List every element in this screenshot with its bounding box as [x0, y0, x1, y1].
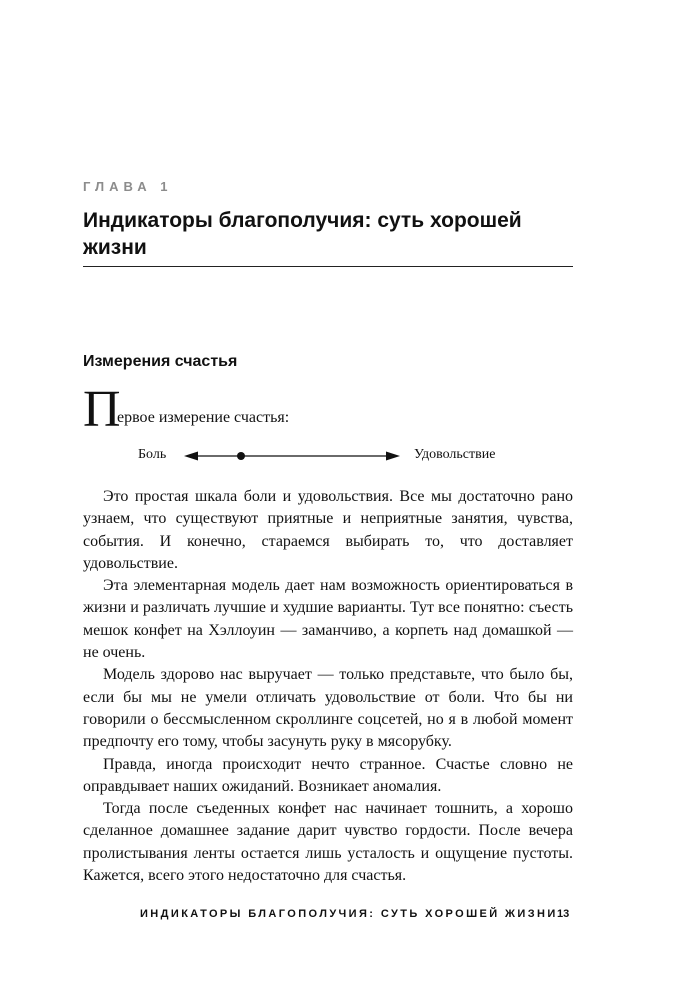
- paragraph: Тогда после съеденных конфет нас начинает тошнить, а хорошо сделанное домашнее задание дарит чувство гордости. После вечера пролистывания ленты остается лишь усталость и ощущение пустоты. Кажется, всего этого недостаточно для счастья.: [83, 800, 573, 885]
- running-title: ИНДИКАТОРЫ БЛАГОПОЛУЧИЯ: СУТЬ ХОРОШЕЙ ЖИЗНИ: [140, 908, 558, 920]
- scale-point-icon: [237, 452, 245, 460]
- right-arrowhead-icon: [386, 452, 400, 461]
- drop-cap: П: [83, 381, 121, 438]
- chapter-title: Индикаторы благополучия: суть хорошей жизни: [83, 207, 573, 267]
- pain-pleasure-scale: [0, 445, 682, 469]
- paragraph: Эта элементарная модель дает нам возможность ориентироваться в жизни и различать лучшие и худшие варианты. Тут все понятно: съесть мешок конфет на Хэллоуин — заманчиво, а корпеть над домашкой — не очень.: [83, 577, 573, 662]
- intro-line: [83, 381, 573, 438]
- body-text: [83, 486, 573, 887]
- scale-label-pleasure: Удовольствие: [414, 447, 496, 462]
- paragraph: Правда, иногда происходит нечто странное. Счастье словно не оправдывает наших ожиданий. Возникает аномалия.: [83, 755, 573, 795]
- section-title: Измерения счастья: [83, 353, 238, 370]
- scale-label-pain: Боль: [138, 447, 167, 462]
- paragraph: Модель здорово нас выручает — только представьте, что было бы, если бы мы не умели отличать удовольствие от боли. Что бы ни говорили о бессмысленном скроллинге соцсетей, но я в любой момент предпочту его тому, чтобы засунуть руку в мясорубку.: [83, 666, 573, 751]
- intro-text: ервое измерение счастья:: [117, 409, 290, 426]
- chapter-label: ГЛАВА 1: [83, 179, 173, 194]
- paragraph: Это простая шкала боли и удовольствия. Все мы достаточно рано узнаем, что существуют приятные и неприятные занятия, чувства, события. И конечно, стараемся выбирать то, что доставляет удовольствие.: [83, 488, 573, 572]
- page-number: 13: [557, 908, 570, 920]
- scale-line: [178, 445, 408, 469]
- left-arrowhead-icon: [184, 452, 198, 461]
